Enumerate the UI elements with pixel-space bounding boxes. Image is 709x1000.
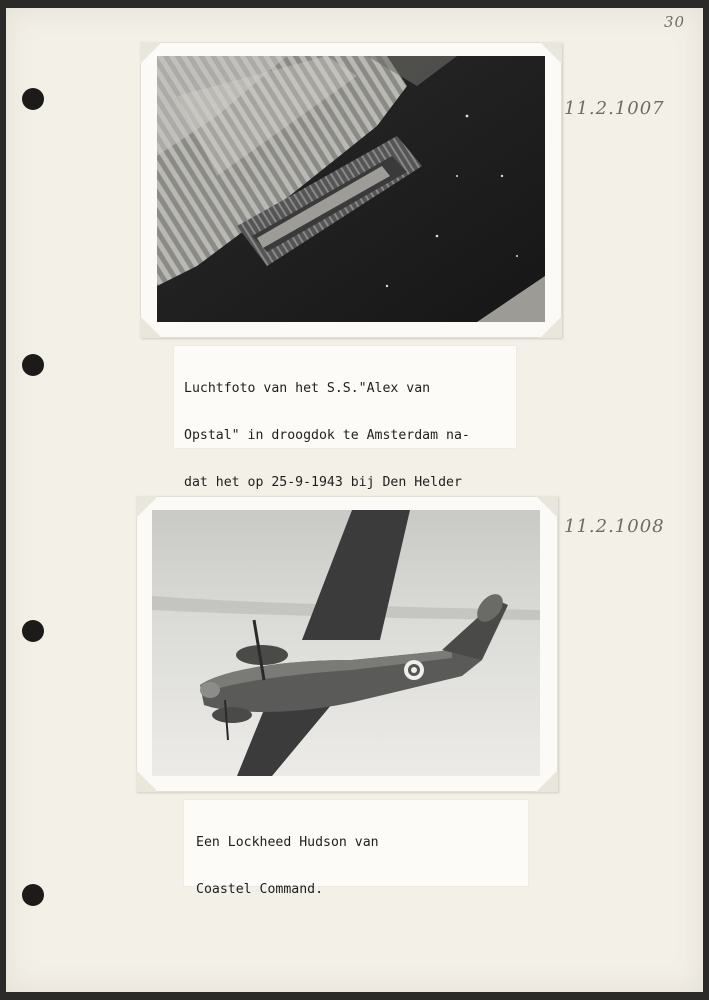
caption-line: Een Lockheed Hudson van [196,835,379,851]
page-number: 30 [664,13,686,31]
album-page [6,8,703,992]
caption-hudson [184,800,528,897]
caption-line: Coastel Command. [196,881,324,897]
photo-corner-bl [140,316,162,338]
photo-corner-tr [540,42,562,64]
lockheed-hudson-image [152,510,540,776]
caption-line: Opstal" in droogdok te Amsterdam na- [184,427,470,443]
caption-aerial [174,346,516,490]
binder-hole-3 [22,620,44,642]
caption-line: Luchtfoto van het S.S."Alex van [184,381,431,397]
photo-corner-tl [140,42,162,64]
archive-number-1: 11.2.1007 [564,98,665,119]
photo-corner-bl [136,770,158,792]
photo-corner-br [540,316,562,338]
photo-corner-tl [136,496,158,518]
photo-corner-br [536,770,558,792]
binder-hole-1 [22,88,44,110]
caption-line: dat het op 25-9-1943 bij Den Helder [184,474,462,490]
binder-hole-4 [22,884,44,906]
aerial-photo-drydock-image [157,56,545,322]
photo-lockheed-hudson [152,510,540,776]
aerial-photo-drydock [157,56,545,322]
photo-corner-tr [536,496,558,518]
binder-hole-2 [22,354,44,376]
archive-number-2: 11.2.1008 [564,516,665,537]
